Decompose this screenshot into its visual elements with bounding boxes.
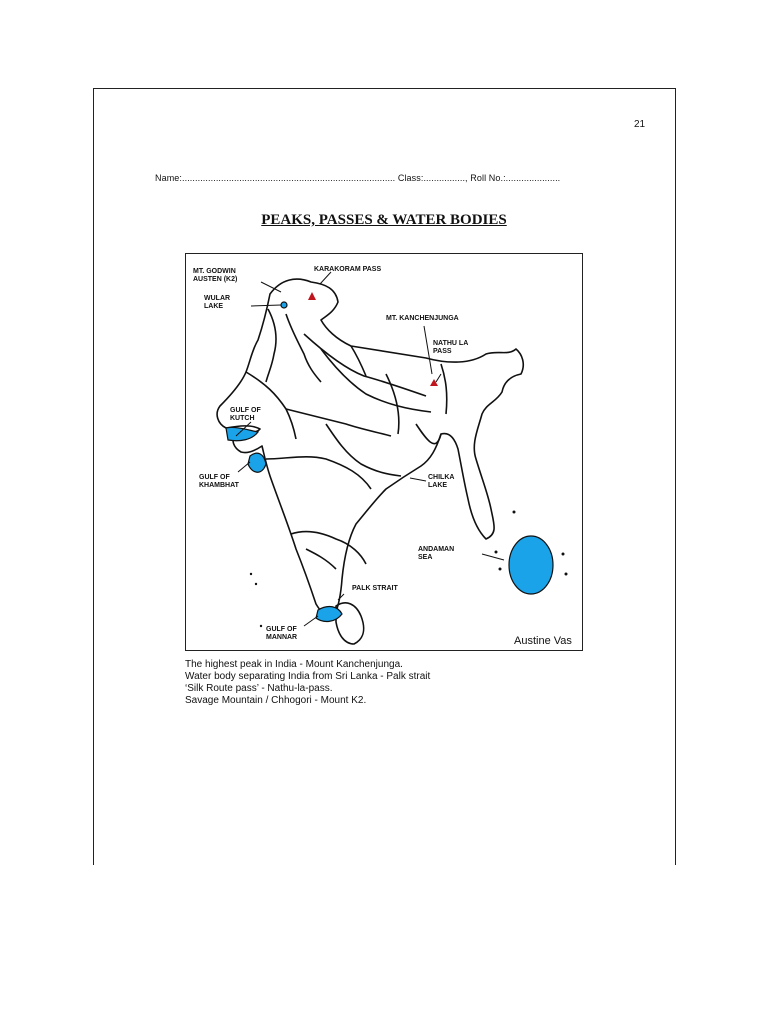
name-class-roll-line: Name:.................................................................................. Class:................, Roll No.:..................... bbox=[155, 173, 561, 183]
label-k2: MT. GODWIN AUSTEN (K2) bbox=[193, 268, 238, 283]
label-kanchenjunga: MT. KANCHENJUNGA bbox=[386, 315, 459, 322]
fact-item: Savage Mountain / Chhogori - Mount K2. bbox=[185, 695, 367, 706]
label-karakoram-pass: KARAKORAM PASS bbox=[314, 266, 382, 273]
india-outline bbox=[217, 279, 523, 617]
sri-lanka bbox=[336, 603, 364, 644]
label-wular-lake: WULAR LAKE bbox=[204, 295, 231, 310]
andaman-sea bbox=[509, 536, 553, 594]
india-map bbox=[185, 253, 583, 651]
fact-item: The highest peak in India - Mount Kanchenjunga. bbox=[185, 659, 403, 670]
fact-item: ‘Silk Route pass’ - Nathu-la-pass. bbox=[185, 683, 333, 694]
k2-peak-marker bbox=[308, 292, 316, 300]
label-nathula-pass: NATHU LA PASS bbox=[433, 340, 469, 355]
page-number: 21 bbox=[634, 119, 646, 130]
label-gulf-of-kutch: GULF OF KUTCH bbox=[230, 407, 261, 422]
label-palk-strait: PALK STRAIT bbox=[352, 585, 398, 592]
gulf-of-mannar bbox=[316, 607, 342, 622]
gulf-of-khambhat bbox=[248, 453, 266, 472]
label-gulf-of-mannar: GULF OF MANNAR bbox=[266, 626, 298, 641]
facts-list bbox=[185, 659, 430, 707]
wular-lake bbox=[281, 302, 287, 308]
fact-item: Water body separating India from Sri Lanka - Palk strait bbox=[185, 671, 431, 682]
label-chilka-lake: CHILKA LAKE bbox=[428, 474, 455, 489]
label-andaman-sea: ANDAMAN SEA bbox=[418, 546, 455, 561]
map-author: Austine Vas bbox=[514, 635, 572, 647]
label-gulf-of-khambhat: GULF OF KHAMBHAT bbox=[199, 474, 239, 489]
page-title: PEAKS, PASSES & WATER BODIES bbox=[261, 212, 507, 228]
gulf-of-kutch bbox=[226, 427, 258, 440]
